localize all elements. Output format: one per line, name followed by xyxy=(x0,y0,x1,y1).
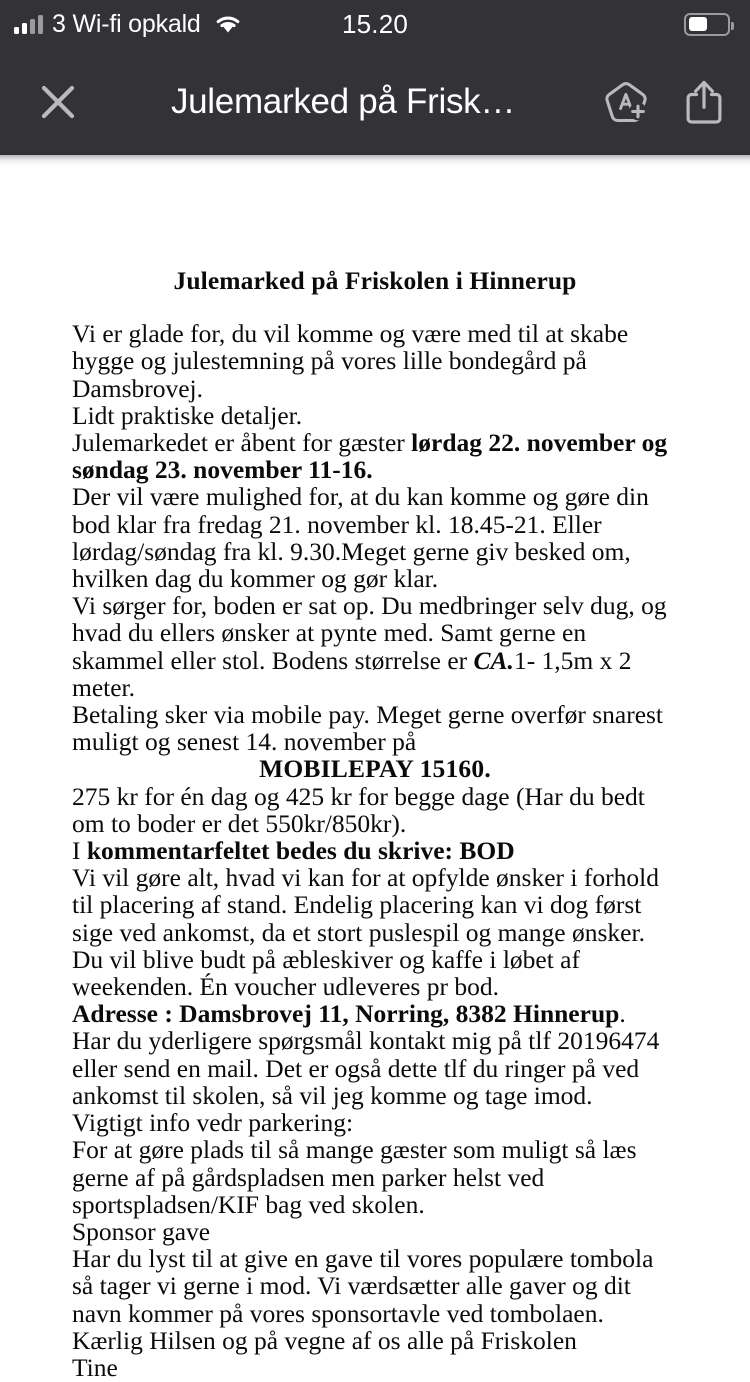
paragraph-p-sponsor xyxy=(72,1245,678,1327)
status-bar xyxy=(0,0,750,48)
text-run: Du vil blive budt på æbleskiver og kaffe i løbet af weekenden. Én voucher udleveres pr bod. xyxy=(72,944,580,1002)
text-run: Tine xyxy=(72,1352,118,1382)
text-run: CA. xyxy=(473,645,514,675)
text-run: Vi vil gøre alt, hvad vi kan for at opfylde ønsker i forhold til placering af stand. Endelig placering kan vi dog først sige ved ankomst, da et stort puslespil og mange ønsker. xyxy=(72,863,659,947)
paragraph-p-betaling xyxy=(72,701,678,755)
text-run: Vi er glade for, du vil komme og være med til at skabe hygge og julestemning på vores lille bondegård på Damsbrovej. xyxy=(72,319,629,403)
paragraph-p-parkering-overskrift xyxy=(72,1109,678,1136)
share-icon[interactable] xyxy=(680,76,728,128)
navigation-bar xyxy=(0,48,750,155)
text-run: Kærlig Hilsen og på vegne af os alle på Friskolen xyxy=(72,1325,577,1355)
paragraph-p-aabningstid xyxy=(72,429,678,483)
text-run: kommentarfeltet bedes du skrive: BOD xyxy=(86,836,515,866)
paragraph-p-priser xyxy=(72,783,678,837)
document-page xyxy=(72,168,678,1381)
paragraph-p-afsender xyxy=(72,1354,678,1381)
text-run: I xyxy=(72,836,87,866)
paragraph-p-praktisk xyxy=(72,402,678,429)
document-title: Julemarked på Friskolen i Hinnerup xyxy=(173,266,577,295)
text-run: Sponsor gave xyxy=(72,1216,211,1246)
text-run: Betaling sker via mobile pay. Meget gerne overfør snarest muligt og senest 14. november på xyxy=(72,700,664,757)
header-shadow xyxy=(0,155,750,168)
document-viewer[interactable] xyxy=(0,168,750,1382)
page-title: Julemarked på Frisk… xyxy=(170,81,516,121)
status-bar-right xyxy=(684,13,730,36)
carrier-label: 3 Wi-fi opkald xyxy=(52,9,201,38)
text-run: . xyxy=(619,999,626,1029)
close-icon[interactable] xyxy=(32,76,84,128)
paragraph-p-sponsor-overskrift xyxy=(72,1218,678,1245)
signal-bars-icon xyxy=(14,14,43,34)
paragraph-p-adresse xyxy=(72,1000,678,1027)
text-run: Vi sørger for, boden er sat op. Du medbringer selv dug, og hvad du ellers ønsker at pynte med. Samt gerne en skammel eller stol. Bodens størrelse er xyxy=(72,591,667,675)
paragraph-p-bod xyxy=(72,592,678,701)
status-bar-left xyxy=(14,10,244,39)
text-run: Har du lyst til at give en gave til vores populære tombola så tager vi gerne i mod. Vi værdsætter alle gaver og dit navn kommer på vores sponsortavle ved tombolaen. xyxy=(72,1244,654,1328)
text-run: Julemarkedet er åbent for gæster xyxy=(72,428,412,458)
text-run: 1- 1,5m x 2 meter. xyxy=(72,645,632,702)
battery-fill xyxy=(689,17,708,31)
paragraph-p-aebleskiver xyxy=(72,946,678,1000)
paragraph-p-hilsen xyxy=(72,1327,678,1354)
paragraph-p-mobilepay xyxy=(72,755,678,782)
text-run: For at gøre plads til så mange gæster som muligt så læs gerne af på gårdspladsen men parker helst ved sportspladsen/KIF bag ved skolen. xyxy=(72,1135,637,1219)
text-run: lørdag 22. november og søndag 23. november 11-16. xyxy=(72,428,668,485)
wifi-icon xyxy=(212,12,244,36)
text-run: Adresse : Damsbrovej 11, Norring, 8382 Hinnerup xyxy=(72,999,620,1029)
paragraph-p-intro xyxy=(72,320,678,402)
add-markup-icon[interactable] xyxy=(602,76,650,128)
text-run: Har du yderligere spørgsmål kontakt mig på tlf 20196474 eller send en mail. Det er også dette tlf du ringer på ved ankomst til skolen, så vil jeg komme og tage imod. xyxy=(72,1026,660,1110)
text-run: MOBILEPAY 15160. xyxy=(259,754,491,784)
navigation-actions xyxy=(602,76,728,128)
text-run: 275 kr for én dag og 425 kr for begge dage (Har du bedt om to boder er det 550kr/850kr). xyxy=(72,781,645,838)
paragraph-p-opstilling xyxy=(72,483,678,592)
status-bar-clock: 15.20 xyxy=(341,8,409,39)
paragraph-p-parkering xyxy=(72,1136,678,1218)
battery-icon xyxy=(684,13,730,36)
paragraph-p-kommentarfelt xyxy=(72,837,678,864)
paragraph-p-kontakt xyxy=(72,1027,678,1109)
text-run: Lidt praktiske detaljer. xyxy=(72,400,303,430)
document-body xyxy=(72,320,678,1381)
paragraph-p-placering xyxy=(72,864,678,946)
text-run: Der vil være mulighed for, at du kan komme og gøre din bod klar fra fredag 21. november kl. 18.45-21. Eller lørdag/søndag fra kl. 9.30.Meget gerne giv besked om, hvilken dag du kommer og gør klar. xyxy=(72,482,649,594)
text-run: Vigtigt info vedr parkering: xyxy=(72,1108,354,1138)
